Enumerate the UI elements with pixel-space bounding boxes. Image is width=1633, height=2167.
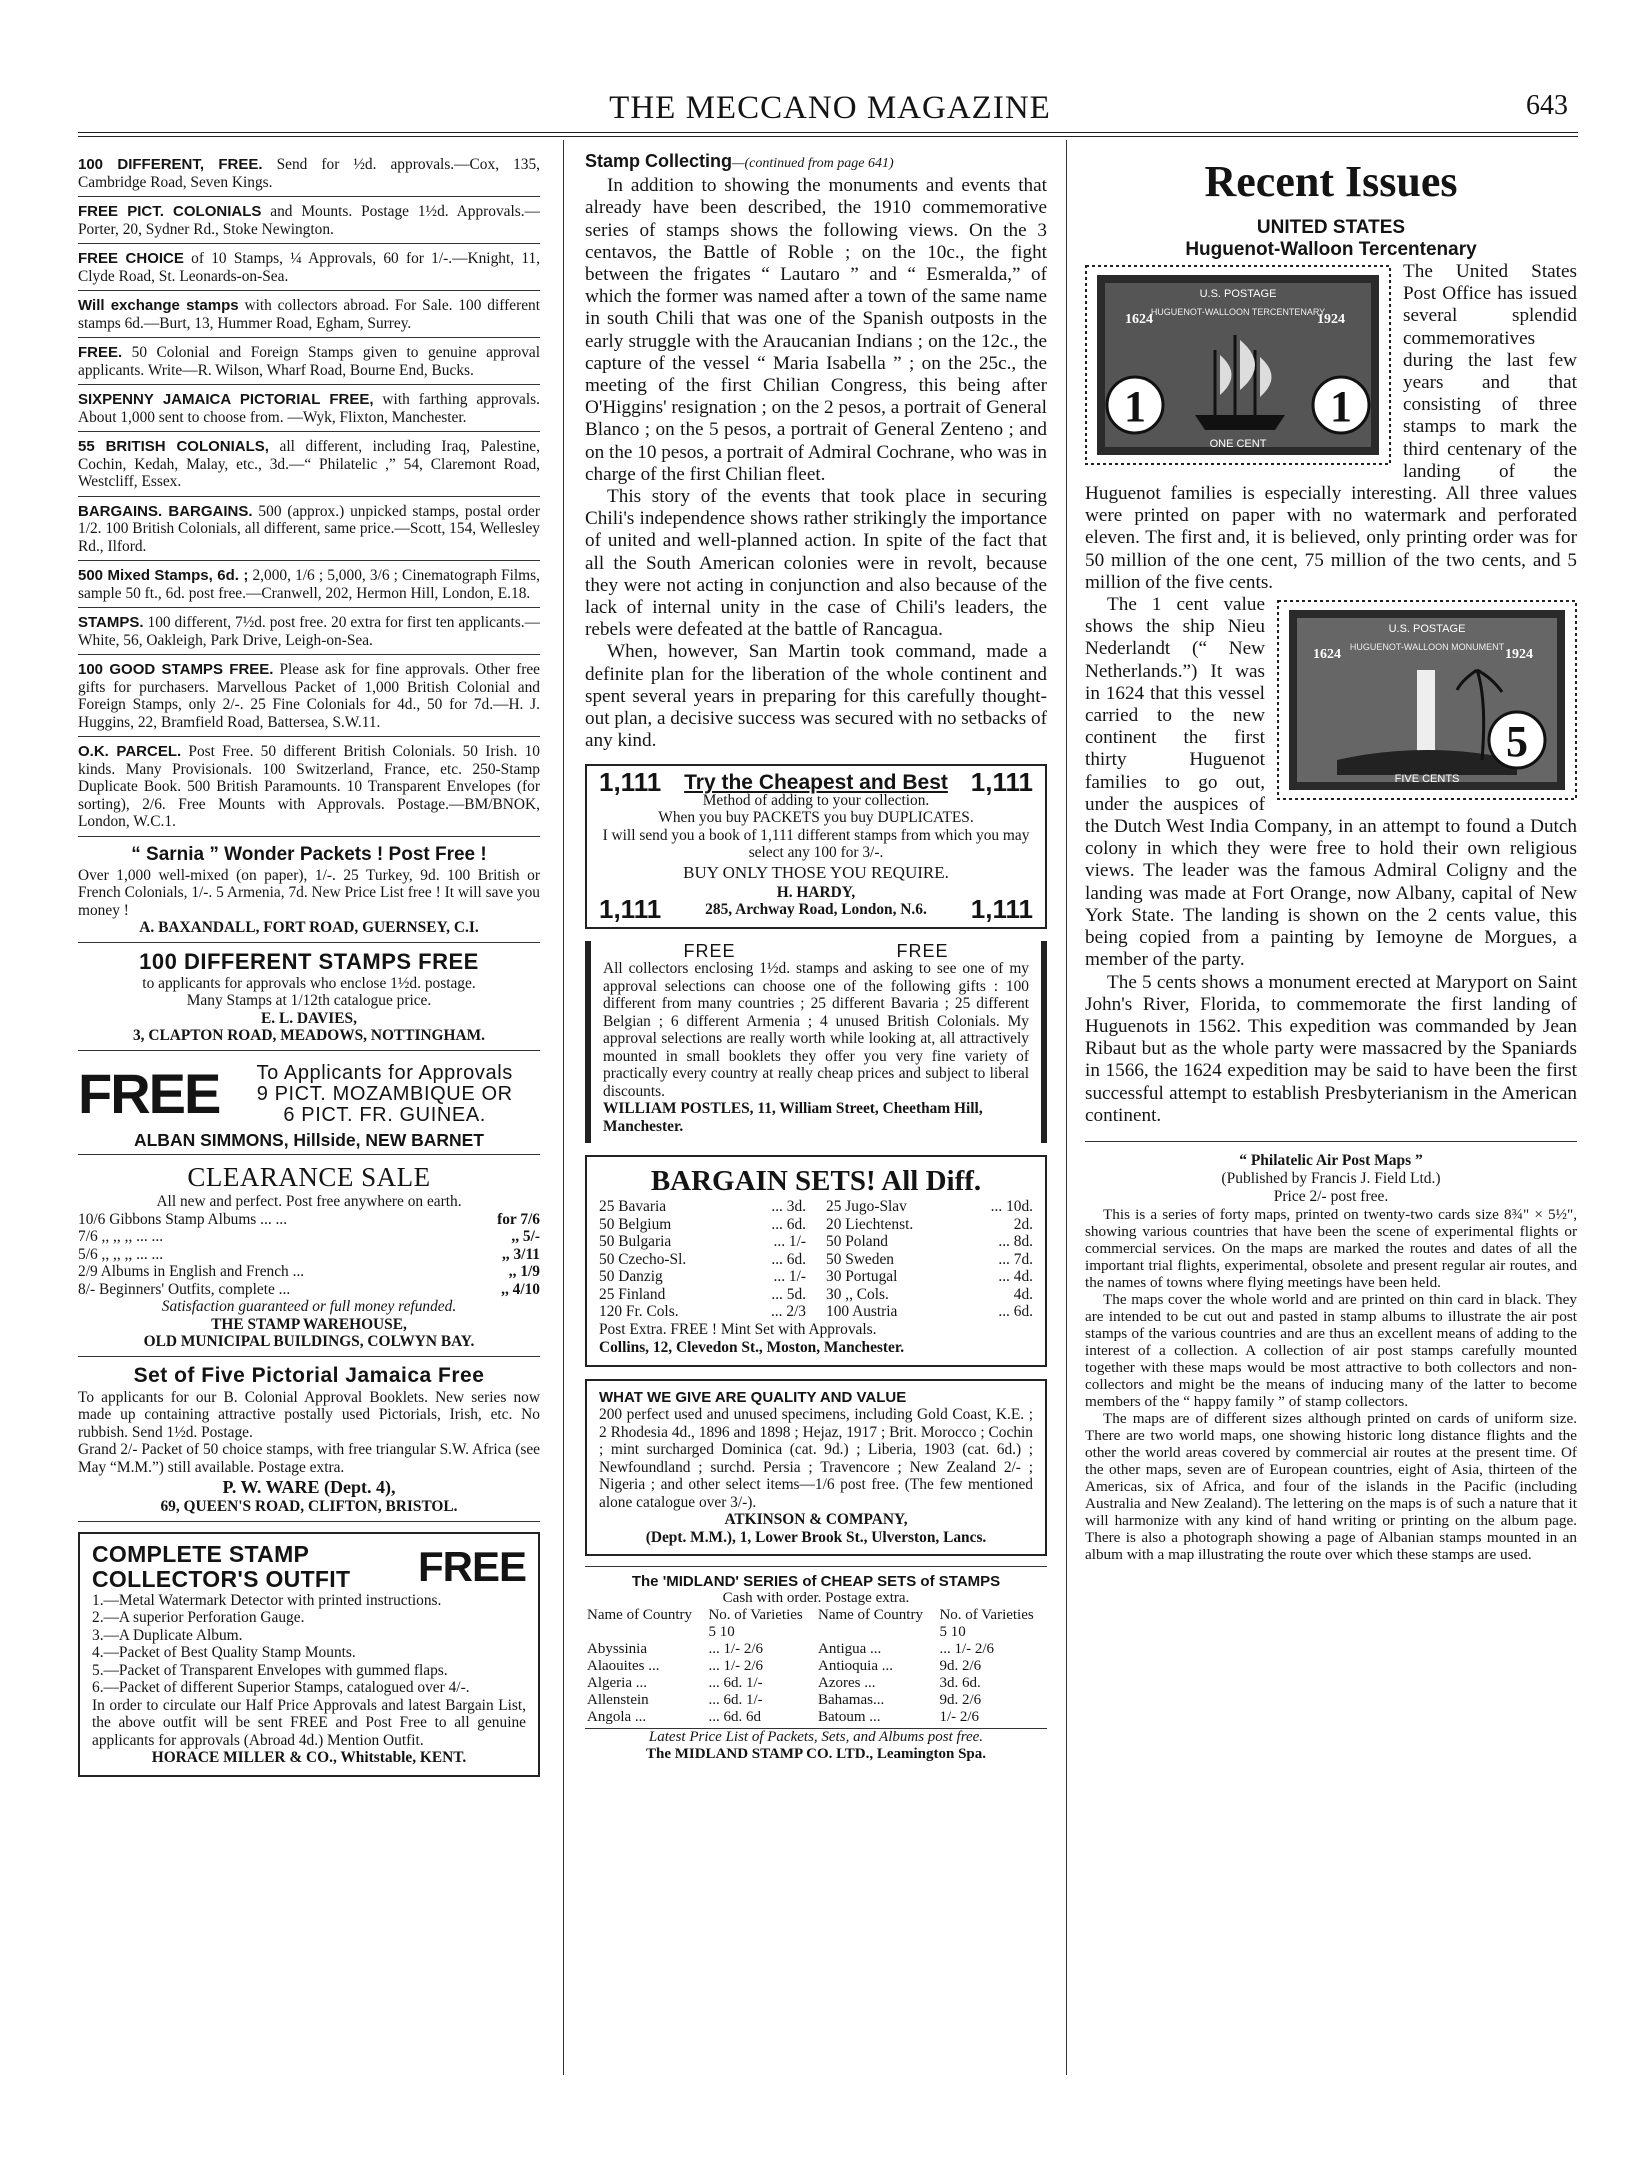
classified-ad-text: and Mounts. Postage 1½d. Approvals.—Porter, 20, Sydner Rd., Stoke Newington. <box>78 203 540 238</box>
magazine-title: THE MECCANO MAGAZINE <box>609 90 1051 126</box>
hardy-ad <box>585 764 1047 929</box>
sarnia-signature: A. BAXANDALL, FORT ROAD, GUERNSEY, C.I. <box>139 919 479 936</box>
davies-heading: 100 DIFFERENT STAMPS FREE <box>139 948 479 974</box>
classified-ad <box>78 655 540 737</box>
classified-ad-heading: STAMPS. <box>78 614 144 631</box>
hardy-sig-1: H. HARDY, <box>776 883 856 901</box>
classified-ad <box>78 197 540 244</box>
midland-foot: Latest Price List of Packets, Sets, and Albums post free. <box>585 1728 1047 1746</box>
clearance-item: 7/6 ,, ,, ,, ... ... <box>78 1228 164 1245</box>
list-item: 1.—Metal Watermark Detector with printed instructions. <box>92 1591 442 1609</box>
table-cell: 9d. 2/6 <box>939 1658 982 1675</box>
hardy-number-right: 1,111 <box>970 894 1033 925</box>
table-cell: Alaouites ... <box>587 1658 660 1675</box>
postles-free-1: FREE <box>683 940 736 961</box>
davies-line-2: Many Stamps at 1/12th catalogue price. <box>186 992 432 1009</box>
issue-subtitle: Huguenot-Walloon Tercentenary <box>1185 239 1477 260</box>
table-header: No. of Varieties <box>708 1607 803 1624</box>
clearance-item: 10/6 Gibbons Stamp Albums ... ... <box>78 1210 288 1228</box>
bargain-set-name: 30 Portugal <box>826 1268 898 1286</box>
clearance-price: ,, 3/11 <box>501 1245 540 1263</box>
midland-heading: The 'MIDLAND' SERIES of CHEAP SETS of STAMPS <box>631 1573 1001 1591</box>
classified-ad <box>78 561 540 608</box>
recent-issues-paragraph-3: The 5 cents shows a monument erected at Maryport on Saint John's River, Florida, to commemorate the first landing of Huguenots in 1562. This expedition was commanded by Jean Ribaut but as the whole party were massacred by the Spaniards in 1566, the 1624 expedition may be said to have been the first successful attempt to establish Presbyterianism in the American continent. <box>1085 971 1577 1126</box>
ware-text: To applicants for our B. Colonial Approval Booklets. New series now made up containing attractive postally used Pictorials, Irish, etc. No rubbish. Send 1½d. Postage. <box>78 1388 540 1441</box>
stamp-value-left: 1 <box>1124 382 1146 431</box>
clearance-heading: CLEARANCE SALE <box>187 1162 431 1192</box>
classified-ad <box>78 432 540 497</box>
bargain-heading: BARGAIN SETS! All Diff. <box>650 1165 982 1198</box>
clearance-price: ,, 4/10 <box>501 1280 540 1298</box>
table-header: Name of Country <box>817 1607 923 1624</box>
column-small-ads <box>78 150 540 2075</box>
header-rule <box>78 132 1578 137</box>
page-number: 643 <box>1526 90 1568 121</box>
clearance-ad <box>78 1155 540 1357</box>
column-stamp-collecting <box>585 150 1047 2075</box>
stamp-top-label: U.S. POSTAGE <box>1388 623 1466 636</box>
classified-ad <box>78 737 540 837</box>
list-item <box>599 1286 806 1304</box>
table-cell: 1/- 2/6 <box>939 1709 980 1726</box>
atkinson-text: 200 perfect used and unused specimens, including Gold Coast, K.E. ; 2 Rhodesia 4d., 1896 and 1898 ; Hejaz, 1917 ; Brit. Morocco ; Cochin ; mint surcharged Dominica (cat. 9d.) ; Liberia, 1903 (cat. 6d.) ; Newfoundland ; surchd. Persia ; Travencore ; New Zealand 2/- ; Nigeria ; and other select items—1/6 post free. (The few mentioned alone catalogue over 3/-). <box>599 1406 1033 1511</box>
list-item <box>826 1286 1033 1304</box>
sarnia-heading: “ Sarnia ” Wonder Packets ! Post Free ! <box>131 843 487 865</box>
bargain-set-price: ... 1/- <box>773 1233 806 1251</box>
clearance-sig-2: OLD MUNICIPAL BUILDINGS, COLWYN BAY. <box>143 1333 475 1350</box>
classified-ad <box>78 150 540 197</box>
classified-ad-text: 2,000, 1/6 ; 5,000, 3/6 ; Cinematograph Films, sample 50 ft., 6d. post free.—Cranwell, 202, Hermon Hill, London, E.18. <box>78 567 540 602</box>
hardy-heading: Try the Cheapest and Best <box>684 771 948 795</box>
list-item: 6.—Packet of different Superior Stamps, catalogued over 4/-. <box>92 1679 470 1696</box>
stamp-year-right: 1924 <box>1505 647 1533 663</box>
hardy-line-1: Method of adding to your collection. <box>702 791 930 809</box>
table-header: No. of Varieties <box>939 1607 1034 1624</box>
bargain-set-name: 50 Belgium <box>599 1215 672 1233</box>
table-cell: 3d. 6d. <box>939 1675 981 1692</box>
bargain-set-price: ... 4d. <box>998 1268 1033 1286</box>
sarnia-ad <box>78 837 540 943</box>
list-item <box>826 1216 1033 1234</box>
bargain-set-name: 120 Fr. Cols. <box>599 1303 679 1321</box>
atkinson-sig-2: (Dept. M.M.), 1, Lower Brook St., Ulverston, Lancs. <box>645 1528 987 1546</box>
classified-ad <box>78 385 540 432</box>
bargain-set-price: ... 5d. <box>771 1285 806 1303</box>
stamp-year-right: 1924 <box>1317 312 1345 327</box>
recent-issues-paragraph-2 <box>1085 594 1577 971</box>
atkinson-ad <box>585 1379 1047 1557</box>
bargain-set-name: 50 Bulgaria <box>599 1233 672 1251</box>
classified-ad-text: Post Free. 50 different British Colonials. 50 Irish. 10 kinds. Many Provisionals. 100 Switzerland, France, etc. 250-Stamp Duplicate Book. 500 British Paramounts. 10 Transparent Envelopes (for sorting), 2/6. Free Mounts with Approvals. Postage.—BM/BNOK, London, W.C.1. <box>78 743 540 830</box>
stamp-year-left: 1624 <box>1313 647 1341 663</box>
hardy-line-2: When you buy PACKETS you buy DUPLICATES. <box>658 809 974 827</box>
review-price: Price 2/- post free. <box>1273 1187 1389 1205</box>
outfit-title-2: COLLECTOR'S OUTFIT <box>92 1565 351 1592</box>
article-paragraph: This story of the events that took place in securing Chili's independence shows rather strikingly the importance of united and well-planned action. In spite of the fact that all the South American colonies were in revolt, because they were not acting in conjunction and also because of the lack of internal unity in the case of Chili's leaders, the rebels were defeated at the battle of Rancagua. <box>585 486 1047 641</box>
stamp-band-label: HUGUENOT-WALLOON TERCENTENARY <box>1150 307 1326 317</box>
classified-ad-text: all different, including Iraq, Palestine, Cochin, Kedah, Malay, etc., 3d.—“ Philatelic ,” 54, Claremont Road, Westcliff, Essex. <box>78 438 540 490</box>
classified-ad <box>78 608 540 655</box>
bargain-set-name: 50 Sweden <box>826 1250 894 1268</box>
hardy-number-left: 1,111 <box>599 894 662 925</box>
table-cell: Angola ... <box>587 1709 647 1726</box>
stamp-value-right: 1 <box>1330 382 1352 431</box>
table-header: Name of Country <box>587 1607 692 1624</box>
clearance-price: ,, 5/- <box>511 1228 540 1245</box>
review-title: “ Philatelic Air Post Maps ” <box>1239 1151 1423 1169</box>
list-item: 3.—A Duplicate Album. <box>92 1626 243 1644</box>
postles-text: All collectors enclosing 1½d. stamps and asking to see one of my approval selections can choose one of the following gifts : 100 different from many countries ; 25 different Bavaria ; 25 different Belgian ; 6 different Armenia ; 4 unused British Colonials. My approval selections are really worth while looking at, all attractively mounted in small booklets they offer you very fine variety of practically every country at really cheap prices and subject to liberal discounts. <box>603 960 1029 1100</box>
davies-line-1: to applicants for approvals who enclose 1½d. postage. <box>142 974 476 992</box>
table-row <box>585 1641 1047 1658</box>
bargain-set-price: ... 7d. <box>998 1250 1033 1268</box>
clearance-item: 2/9 Albums in English and French ... <box>78 1263 305 1280</box>
air-post-maps-review <box>1085 1141 1577 1563</box>
list-item <box>78 1246 540 1264</box>
davies-line-3: E. L. DAVIES, <box>261 1009 357 1027</box>
bargain-set-price: ... 8d. <box>998 1233 1033 1251</box>
table-cell: ... 1/- 2/6 <box>708 1641 764 1658</box>
review-paragraph: The maps cover the whole world and are printed on thin card in black. They are intended to be cut out and pasted in stamp albums to illustrate the air post stamps of the various countries and are thus an excellent means of adding to the interest of a collection. A collection of air post stamps carefully mounted together with these maps would be most attractive to both collectors and non-collectors and might be the means of inducing many of the latter to become members of the “ happy family ” of stamp collectors. <box>1085 1290 1577 1410</box>
classified-ad-heading: 100 GOOD STAMPS FREE. <box>78 661 274 678</box>
review-paragraph: The maps are of different sizes although printed on cards of uniform size. There are two world maps, one showing historic long distance flights and the other the world areas covered by commercial air routes at the present time. Of the other maps, seven are of European countries, eight of Asia, thirteen of the Americas, six of Africa, and four of the islands in the Pacific (including Australia and New Zealand). The lettering on the maps is of such a nature that it will harmonize with any kind of hand writing or printing on the album page. There is also a photograph showing a page of Albanian stamps mounted in an album with a map illustrating the route over which these stamps are used. <box>1085 1409 1577 1563</box>
bargain-set-price: ... 3d. <box>771 1198 806 1216</box>
continued-heading: Stamp Collecting <box>585 151 733 171</box>
column-divider-2 <box>1066 140 1067 2075</box>
classified-ad-text: 500 (approx.) unpicked stamps, postal order 1/2. 100 British Colonials, all different, same price.—Scott, 154, Wellesley Rd., Ilford. <box>78 502 540 555</box>
table-row <box>585 1709 1047 1726</box>
recent-issues-paragraph-1: The United States Post Office has issued several splendid commemoratives during the last few years and that consisting of three stamps to mark the third centenary of the landing of the Huguenot families is especially interesting. All three values were printed on paper with no watermark and perforated eleven. The first and, it is believed, only printing order was for 50 million of the one cent, 75 million of the two cents, and 5 million of the five cents. <box>1085 261 1577 593</box>
bargain-set-price: ... 6d. <box>998 1303 1033 1321</box>
classified-ad-text: 100 different, 7½d. post free. 20 extra for first ten applicants.—White, 56, Oakleigh, Park Drive, Leigh-on-Sea. <box>78 614 540 649</box>
table-cell: ... 1/- 2/6 <box>708 1658 764 1675</box>
classified-ad-heading: SIXPENNY JAMAICA PICTORIAL FREE, <box>78 391 374 408</box>
table-cell: Bahamas... <box>817 1692 885 1709</box>
midland-signature: The MIDLAND STAMP CO. LTD., Leamington Spa. <box>645 1746 987 1763</box>
ware-sig-1: P. W. WARE (Dept. 4), <box>222 1477 396 1497</box>
atkinson-heading: WHAT WE GIVE ARE QUALITY AND VALUE <box>599 1388 907 1406</box>
outfit-free: FREE <box>417 1542 526 1590</box>
clearance-guarantee: Satisfaction guaranteed or full money refunded. <box>161 1298 457 1315</box>
classified-ad-heading: 500 Mixed Stamps, 6d. ; <box>78 567 249 584</box>
clearance-sig-1: THE STAMP WAREHOUSE, <box>211 1315 407 1333</box>
stamp-top-label: U.S. POSTAGE <box>1199 288 1277 300</box>
ware-text-2: Grand 2/- Packet of 50 choice stamps, with free triangular S.W. Africa (see May “M.M.”) still available. Postage extra. <box>78 1441 540 1476</box>
table-cell: Antioquia ... <box>817 1658 893 1675</box>
bargain-set-name: 25 Jugo-Slav <box>826 1198 907 1216</box>
classified-ad <box>78 338 540 385</box>
table-cell: Algeria ... <box>587 1675 647 1692</box>
ware-ad <box>78 1357 540 1522</box>
column-divider-1 <box>563 140 564 2075</box>
simmons-line-3: 6 PICT. FR. GUINEA. <box>283 1103 486 1126</box>
hardy-number-left: 1,111 <box>599 767 662 798</box>
davies-ad <box>78 943 540 1051</box>
ware-sig-2: 69, QUEEN'S ROAD, CLIFTON, BRISTOL. <box>160 1498 458 1515</box>
table-cell: ... 6d. 1/- <box>708 1692 763 1709</box>
bargain-set-name: 30 ,, Cols. <box>826 1285 889 1303</box>
hardy-sig-2: 285, Archway Road, London, N.6. <box>705 901 927 919</box>
bargain-sets-ad <box>585 1155 1047 1367</box>
classified-ad-text: Please ask for fine approvals. Other free gifts for purchasers. Marvellous Packet of 1,000 British Colonial and Foreign Stamps, only 2/-. 25 Fine Colonials for 4d., 50 for 7d.—H. J. Huggins, 22, Bramfield Road, Battersea, S.W.11. <box>78 661 540 731</box>
classified-ad-heading: 55 BRITISH COLONIALS, <box>78 438 269 455</box>
table-cell: Azores ... <box>817 1675 876 1692</box>
simmons-free-big: FREE <box>78 1062 220 1125</box>
bargain-set-price: ... 6d. <box>771 1215 806 1233</box>
classified-ad-text: Send for ½d. approvals.—Cox, 135, Cambridge Road, Seven Kings. <box>78 156 540 191</box>
midland-table <box>585 1607 1047 1726</box>
classified-ad-heading: Will exchange stamps <box>78 297 239 314</box>
table-cell: Batoum ... <box>817 1709 881 1726</box>
stamp-bottom-label: FIVE CENTS <box>1394 773 1460 786</box>
list-item <box>599 1303 806 1321</box>
table-cell: Abyssinia <box>587 1641 647 1658</box>
stamp-value: 5 <box>1506 717 1528 767</box>
five-cent-stamp-image <box>1277 600 1577 800</box>
hardy-number-right: 1,111 <box>970 767 1033 798</box>
list-item <box>78 1228 540 1246</box>
midland-sub: Cash with order. Postage extra. <box>722 1590 910 1607</box>
simmons-ad <box>78 1051 540 1156</box>
list-item <box>826 1198 1033 1216</box>
list-item <box>599 1251 806 1269</box>
bargain-set-name: 25 Bavaria <box>599 1198 667 1216</box>
table-cell: ... 6d. 6d <box>708 1709 761 1726</box>
bargain-set-price: ... 1/- <box>773 1268 806 1286</box>
classified-ad-text: of 10 Stamps, ¼ Approvals, 60 for 1/-.—Knight, 11, Clyde Road, St. Leonards-on-Sea. <box>78 250 540 285</box>
classified-ad <box>78 291 540 338</box>
clearance-price: ,, 1/9 <box>508 1263 540 1280</box>
bargain-set-price: ... 10d. <box>990 1198 1033 1216</box>
stamp-bottom-label: ONE CENT <box>1209 438 1267 450</box>
bargain-set-name: 50 Czecho-Sl. <box>599 1250 687 1268</box>
list-item <box>599 1216 806 1234</box>
outfit-ad <box>78 1532 540 1777</box>
classified-ad-heading: FREE PICT. COLONIALS <box>78 203 262 220</box>
bargain-set-price: ... 2/3 <box>770 1303 806 1321</box>
section-title: Recent Issues <box>1204 157 1458 206</box>
country-heading: UNITED STATES <box>1256 217 1406 238</box>
list-item: 5.—Packet of Transparent Envelopes with gummed flaps. <box>92 1661 448 1679</box>
classified-ad-heading: BARGAINS. BARGAINS. <box>78 502 253 520</box>
simmons-line-1: To Applicants for Approvals <box>256 1061 513 1084</box>
list-item <box>826 1233 1033 1251</box>
column-recent-issues <box>1085 150 1577 2075</box>
table-cell: 9d. 2/6 <box>939 1692 982 1709</box>
postles-free-2: FREE <box>896 940 949 961</box>
simmons-line-2: 9 PICT. MOZAMBIQUE OR <box>256 1082 513 1105</box>
article-paragraph: When, however, San Martin took command, made a definite plan for the liberation of the whole continent and spent several years in preparing for this carefully thought-out plan, a decisive success was secured with no setbacks of any kind. <box>585 641 1047 752</box>
classified-ad-text: with farthing approvals. About 1,000 sent to choose from. —Wyk, Flixton, Manchester. <box>78 391 540 426</box>
outfit-signature: HORACE MILLER & CO., Whitstable, KENT. <box>151 1749 467 1766</box>
classified-ad <box>78 244 540 291</box>
one-cent-stamp-image <box>1085 265 1391 465</box>
hardy-line-3: I will send you a book of 1,111 different stamps from which you may select any 100 for 3/-. <box>602 826 1030 862</box>
list-item <box>826 1251 1033 1269</box>
bargain-set-name: 25 Finland <box>599 1285 666 1303</box>
list-item <box>78 1211 540 1229</box>
list-item <box>599 1233 806 1251</box>
table-header: 5 10 <box>708 1624 735 1641</box>
bargain-set-name: 50 Danzig <box>599 1268 663 1286</box>
table-row <box>585 1675 1047 1692</box>
review-paragraph: This is a series of forty maps, printed on twenty-two cards size 8¾" × 5½", showing various countries that have been the scene of experimental flights or commercial services. On the maps are marked the routes and dates of all the important trial flights, experimental, obsolete and present regular air routes, and the names of towns where flying meetings have been held. <box>1085 1205 1577 1291</box>
list-item <box>826 1268 1033 1286</box>
bargain-set-name: 20 Liechtenst. <box>826 1215 914 1233</box>
classified-ad-text: 50 Colonial and Foreign Stamps given to genuine approval applicants. Write—R. Wilson, Wharf Road, Bourne End, Bucks. <box>78 344 540 379</box>
bargain-signature: Collins, 12, Clevedon St., Moston, Manchester. <box>599 1338 905 1356</box>
postles-signature: WILLIAM POSTLES, 11, William Street, Cheetham Hill, Manchester. <box>603 1100 983 1135</box>
hardy-line-4: BUY ONLY THOSE YOU REQUIRE. <box>683 862 949 882</box>
review-publisher: (Published by Francis J. Field Ltd.) <box>1221 1169 1441 1187</box>
classified-ad-text: with collectors abroad. For Sale. 100 different stamps 6d.—Burt, 13, Hummer Road, Egham, Surrey. <box>78 297 540 332</box>
bargain-set-name: 50 Poland <box>826 1233 888 1251</box>
table-row <box>585 1692 1047 1709</box>
classified-ad <box>78 497 540 562</box>
list-item <box>826 1303 1033 1321</box>
list-item: 4.—Packet of Best Quality Stamp Mounts. <box>92 1644 356 1661</box>
sarnia-text: Over 1,000 well-mixed (on paper), 1/-. 25 Turkey, 9d. 100 British or French Colonials, 1/-. 5 Armenia, 7d. New Price List free ! It will save you money ! <box>78 866 540 919</box>
classified-ad-heading: FREE. <box>78 344 123 361</box>
article-paragraph: In addition to showing the monuments and events that already have been described, the 1910 commemorative series of stamps shows the following views. On the 3 centavos, the Battle of Roble ; on the 10c., the fight between the frigates “ Lautaro ” and “ Esmeralda,” of which the former was named after a town of the same name in south Chili that was one of the Spanish outposts in the early struggle with the Araucanian Indians ; on the 12c., the capture of the vessel “ Maria Isabella ” ; on the 25c., the meeting of the first Chilian Congress, this being after O'Higgins' resignation ; on the 2 pesos, a portrait of General Blanco ; on the 5 pesos, a portrait of General Zenteno ; and on the 10 pesos, a portrait of Admiral Cochrane, who was in charge of the first Chilian fleet. <box>585 175 1047 485</box>
classified-ad-heading: 100 DIFFERENT, FREE. <box>78 156 263 173</box>
stamp-band-label: HUGUENOT-WALLOON MONUMENT <box>1349 642 1505 653</box>
outfit-text: In order to circulate our Half Price Approvals and latest Bargain List, the above outfit will be sent FREE and Post Free to all genuine applicants for approvals (Abroad 4d.) Mention Outfit. <box>92 1696 526 1749</box>
table-cell: Antigua ... <box>817 1641 882 1658</box>
table-cell: ... 1/- 2/6 <box>939 1641 995 1658</box>
bargain-set-price: 4d. <box>1013 1285 1033 1303</box>
classified-ad-heading: O.K. PARCEL. <box>78 743 182 760</box>
continued-note: —(continued from page 641) <box>732 156 894 171</box>
table-cell: ... 6d. 1/- <box>708 1675 763 1692</box>
bargain-set-price: 2d. <box>1013 1215 1033 1233</box>
table-cell: Allenstein <box>587 1692 649 1709</box>
table-row <box>585 1658 1047 1675</box>
list-item: 2.—A superior Perforation Gauge. <box>92 1609 305 1626</box>
stamp-year-left: 1624 <box>1125 312 1153 327</box>
list-item <box>599 1268 806 1286</box>
list-item <box>78 1281 540 1299</box>
stamp-collecting-article <box>585 150 1047 752</box>
clearance-intro: All new and perfect. Post free anywhere on earth. <box>156 1193 462 1210</box>
simmons-signature: ALBAN SIMMONS, Hillside, NEW BARNET <box>133 1129 484 1150</box>
list-item <box>78 1263 540 1281</box>
bargain-set-name: 100 Austria <box>826 1303 898 1321</box>
atkinson-sig-1: ATKINSON & COMPANY, <box>724 1511 908 1529</box>
bargain-foot: Post Extra. FREE ! Mint Set with Approvals. <box>599 1320 877 1338</box>
postles-ad <box>585 941 1047 1144</box>
clearance-item: 8/- Beginners' Outfits, complete ... <box>78 1280 291 1298</box>
classified-ad-heading: FREE CHOICE <box>78 250 184 267</box>
recent-issues-paragraph-2-text: The 1 cent value shows the ship Nieu Nederlandt (“ New Netherlands.”) It was in 1624 that this vessel carried to the new continent the first thirty Huguenot families to go out, under the auspices of the Dutch West India Company, in an attempt to found a Dutch colony in which they were free to hold their own religious views. The leader was the famous Admiral Coligny and the landing was made at Fort Orange, now Albany, capital of New York State. The landing is shown on the 2 cents value, this being copied from a painting by Iemoyne de Morgues, a member of the party. <box>1085 594 1577 971</box>
outfit-title-1: COMPLETE STAMP <box>92 1540 310 1567</box>
clearance-price: for 7/6 <box>497 1210 540 1228</box>
midland-ad <box>585 1566 1047 1763</box>
bargain-set-price: ... 6d. <box>771 1250 806 1268</box>
clearance-item: 5/6 ,, ,, ,, ... ... <box>78 1245 164 1263</box>
list-item <box>599 1198 806 1216</box>
table-header: 5 10 <box>939 1624 966 1641</box>
ware-heading: Set of Five Pictorial Jamaica Free <box>133 1363 485 1387</box>
davies-address: 3, CLAPTON ROAD, MEADOWS, NOTTINGHAM. <box>132 1027 485 1044</box>
page-header <box>80 90 1580 130</box>
